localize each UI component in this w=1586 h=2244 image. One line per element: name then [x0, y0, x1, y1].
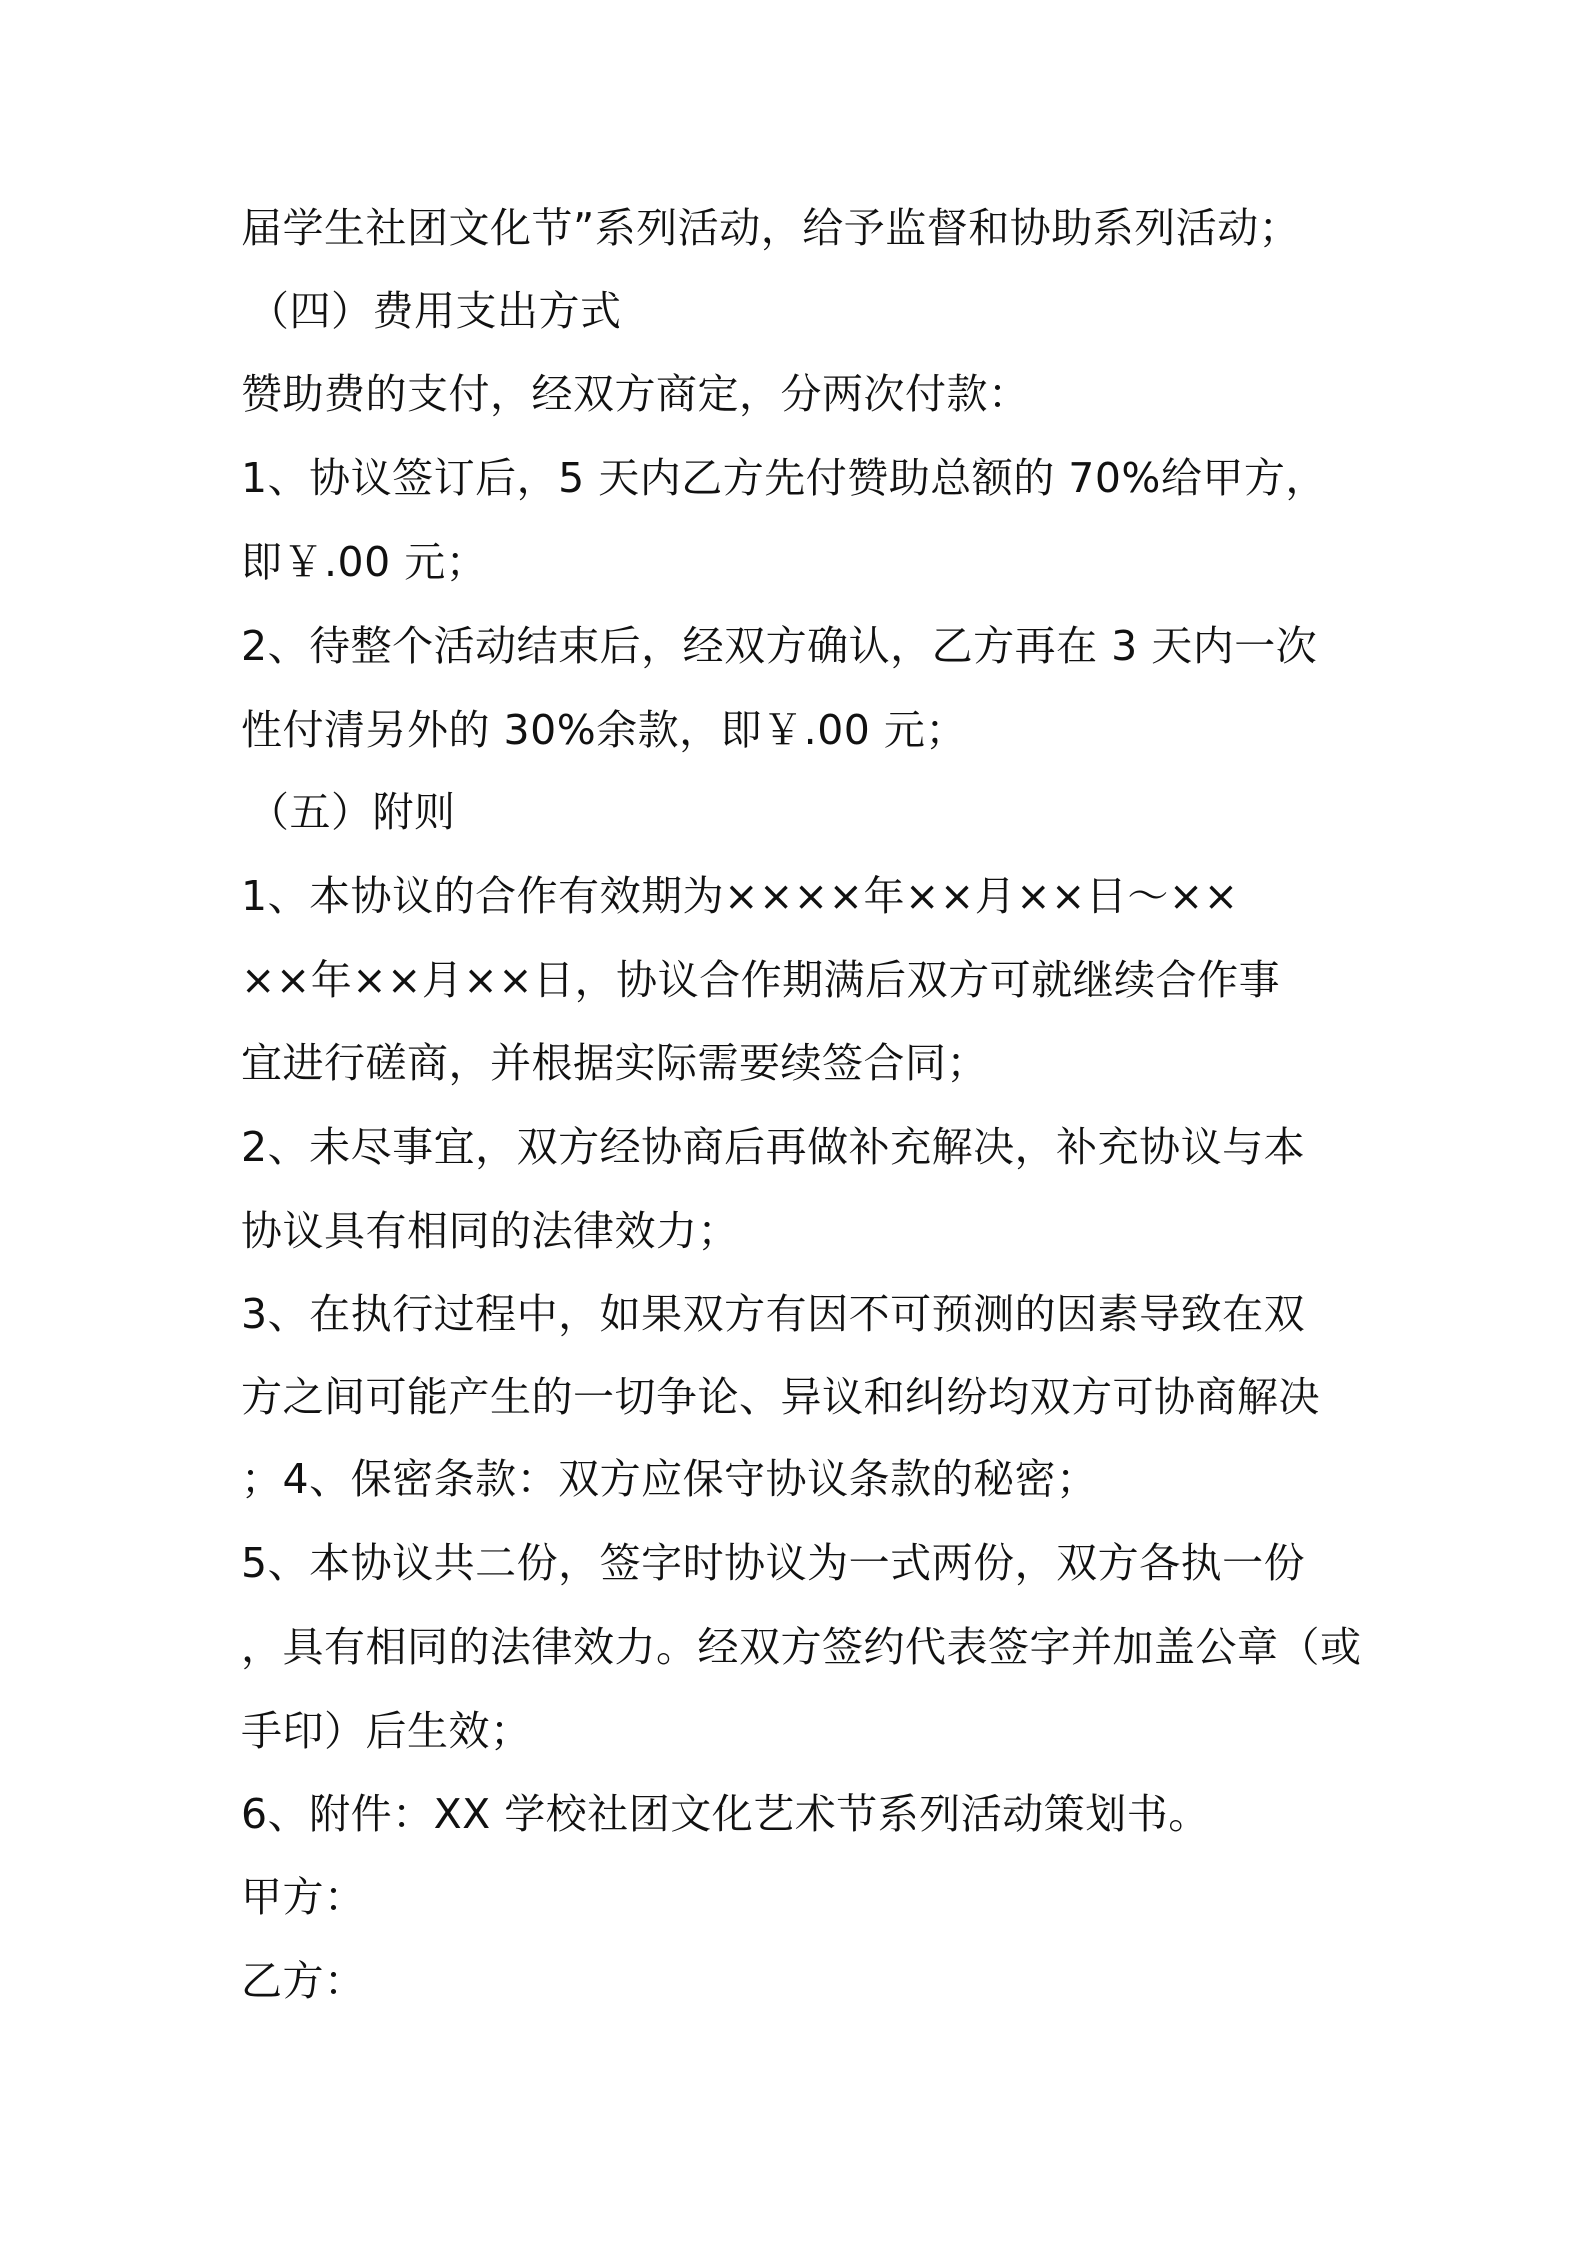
text-line: 3、在执行过程中，如果双方有因不可预测的因素导致在双 [241, 1290, 1306, 1338]
party-a-label: 甲方： [241, 1873, 366, 1921]
text-line: 性付清另外的 30%余款，即￥.00 元； [241, 706, 967, 754]
text-line: 手印）后生效； [241, 1707, 532, 1755]
text-line: 1、协议签订后，5 天内乙方先付赞助总额的 70%给甲方， [241, 454, 1327, 502]
text-line: 2、待整个活动结束后，经双方确认，乙方再在 3 天内一次 [241, 622, 1318, 670]
text-line: 宜进行磋商，并根据实际需要续签合同； [241, 1039, 988, 1087]
text-line: ××年××月××日，协议合作期满后双方可就继续合作事 [241, 956, 1281, 1004]
text-line: 6、附件：XX 学校社团文化艺术节系列活动策划书。 [241, 1790, 1210, 1838]
section-heading-fee-payment: （四）费用支出方式 [248, 287, 622, 335]
text-line: 方之间可能产生的一切争论、异议和纠纷均双方可协商解决 [241, 1373, 1320, 1421]
text-line: 1、本协议的合作有效期为××××年××月××日～×× [241, 872, 1239, 920]
text-line: 2、未尽事宜，双方经协商后再做补充解决，补充协议与本 [241, 1123, 1306, 1171]
text-line: 协议具有相同的法律效力； [241, 1207, 739, 1255]
text-line: ，具有相同的法律效力。经双方签约代表签字并加盖公章（或 [241, 1623, 1362, 1671]
text-line: 赞助费的支付，经双方商定，分两次付款： [241, 370, 1030, 418]
text-line: 5、本协议共二份，签字时协议为一式两份，双方各执一份 [241, 1539, 1306, 1587]
text-line: 届学生社团文化节”系列活动，给予监督和协助系列活动； [241, 204, 1301, 252]
party-b-label: 乙方： [241, 1957, 366, 2005]
text-line: 即￥.00 元； [241, 538, 488, 586]
text-line: ；4、保密条款：双方应保守协议条款的秘密； [241, 1455, 1098, 1503]
section-heading-supplementary: （五）附则 [248, 788, 456, 836]
